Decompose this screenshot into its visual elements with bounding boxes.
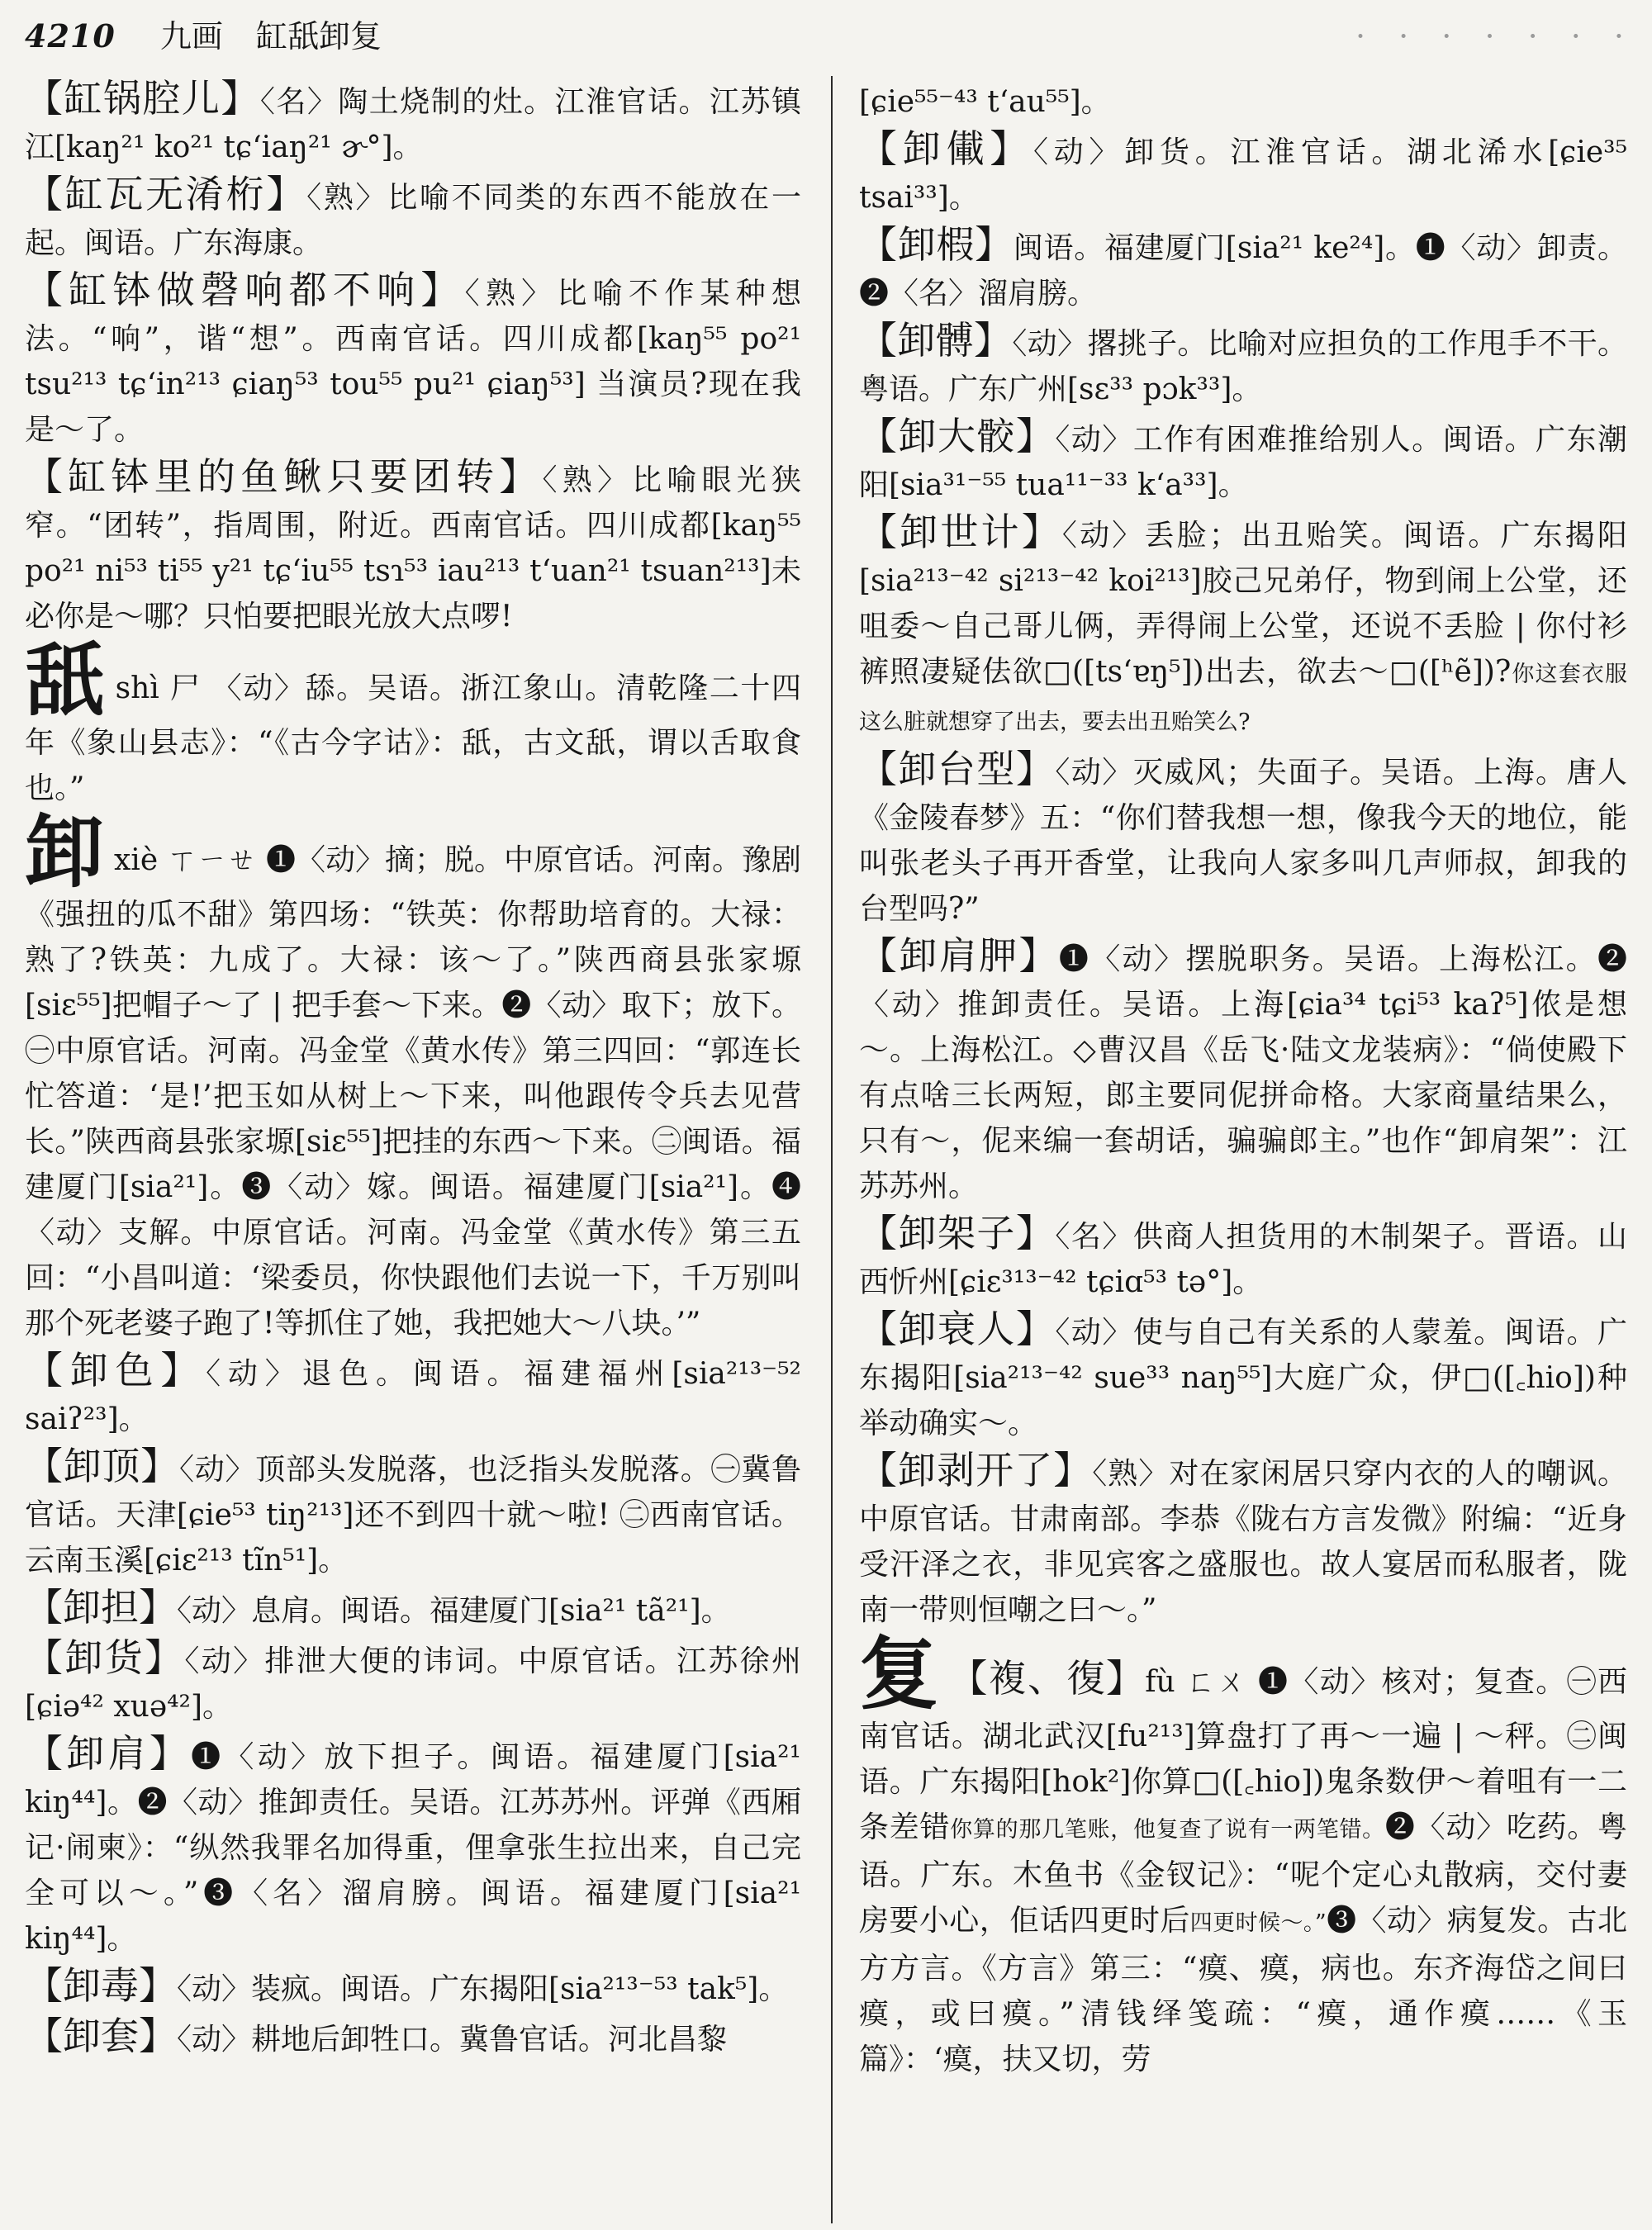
- dictionary-entry: [859, 76, 1627, 125]
- dictionary-entry: [859, 222, 1627, 316]
- entry-headword: 【卸毒】: [25, 1963, 177, 2008]
- dictionary-entry: [859, 1448, 1627, 1633]
- headword-character: 舐: [25, 633, 106, 727]
- header-dots: · · · · · · ·: [1355, 18, 1635, 55]
- entry-note: 你算的那几笔账，他复查了说有一两笔错。: [950, 1817, 1385, 1843]
- entry-text: 〈动〉使与自己有关系的人蒙羞。闽语。广东揭阳[sia²¹³⁻⁴² sue³³ naŋ⁵⁵]大庭广众，伊□([꜀hio])种举动确实～。: [859, 1316, 1627, 1440]
- entry-text: 〈动〉撂挑子。比喻对应担负的工作甩手不干。粤语。广东广州[sɛ³³ pɔk³³]。: [859, 327, 1627, 406]
- entry-text: 〈动〉息肩。闽语。福建厦门[sia²¹ tã²¹]。: [177, 1594, 731, 1628]
- entry-headword: 【缸钵做磬响都不响】: [25, 268, 465, 312]
- column-divider: [831, 76, 833, 2223]
- entry-headword: 【卸世计】: [859, 510, 1062, 554]
- entry-headword: 【卸剥开了】: [859, 1448, 1093, 1492]
- entry-headword: 【卸衰人】: [859, 1307, 1056, 1351]
- dictionary-entry: [25, 1348, 801, 1442]
- header-characters: 缸舐卸复: [255, 18, 382, 55]
- dictionary-entry: [25, 1731, 801, 1962]
- entry-headword: 【卸套】: [25, 2014, 177, 2058]
- dictionary-entry: [25, 805, 801, 1346]
- entry-text: ❸〈动〉病复发。古北方方言。《方言》第三：“瘼、瘼，病也。东齐海岱之间曰瘼，或曰瘼。”清钱绎笺疏：“瘼，通作瘼……《玉篇》：‘瘼，扶又切，劳: [859, 1904, 1627, 2076]
- dictionary-entry: [25, 1444, 801, 1583]
- entry-text: 〈动〉卸货。江淮官话。湖北浠水[ɕie³⁵ tsai³³]。: [859, 135, 1627, 215]
- entry-text: 〈动〉退色。闽语。福建福州[sia²¹³⁻⁵² saiʔ²³]。: [25, 1357, 801, 1436]
- dictionary-entry: [859, 510, 1627, 745]
- dictionary-entry: [859, 318, 1627, 412]
- dictionary-entry: [25, 172, 801, 266]
- headword-character: 复: [859, 1627, 940, 1720]
- entry-headword: 【缸锅腔儿】: [25, 76, 260, 121]
- entry-headword: 【卸顶】: [25, 1444, 179, 1488]
- entry-text: 〈动〉丢脸；出丑贻笑。闽语。广东揭阳[sia²¹³⁻⁴² si²¹³⁻⁴² koi²¹³]胶己兄弟仔，物到闹上公堂，还咀委～自己哥儿俩，弄得闹上公堂，还说不丢脸 | 你付衫裤照凄疑佉欲□([tsʻɐŋ⁵])出去，欲去～□([ʰẽ])?: [859, 519, 1627, 689]
- dictionary-entry: [859, 1307, 1627, 1446]
- dictionary-entry: [25, 454, 801, 639]
- entry-headword: 【卸担】: [25, 1585, 177, 1630]
- entry-headword: 【卸货】: [25, 1635, 185, 1680]
- entry-headword: 【缸钵里的鱼鳅只要团转】: [25, 454, 543, 499]
- entry-text: 〈名〉供商人担货用的木制架子。晋语。山西忻州[ɕiɛ³¹³⁻⁴² tɕiɑ⁵³ tə°]。: [859, 1220, 1627, 1299]
- dictionary-entry: [25, 1585, 801, 1634]
- dictionary-entry: [25, 2014, 801, 2062]
- entry-text: xiè ㄒㄧㄝ ❶〈动〉摘；脱。中原官话。河南。豫剧《强扭的瓜不甜》第四场：“铁英：你帮助培育的。大禄：熟了?铁英：九成了。大禄：该～了。”陕西商县张家塬[siɛ⁵⁵]把帽子～了 | 把手套～下来。❷〈动〉取下；放下。㊀中原官话。河南。冯金堂《黄水传》第三四回：“郭连长忙答道：‘是!’把玉如从树上～下来，叫他跟传令兵去见营长。”陕西商县张家塬[siɛ⁵⁵]把挂的东西～下来。㊁闽语。福建厦门[sia²¹]。❸〈动〉嫁。闽语。福建厦门[sia²¹]。❹〈动〉支解。中原官话。河南。冯金堂《黄水传》第三五回：“小昌叫道：‘梁委员，你快跟他们去说一下，千万别叫那个死老婆子跑了!等抓住了她，我把她大～八块。’”: [25, 843, 801, 1340]
- entry-headword: 【卸大骹】: [859, 414, 1056, 458]
- entry-text: 〈名〉陶土烧制的灶。江淮官话。江苏镇江[kaŋ²¹ ko²¹ tɕʻiaŋ²¹ ɚ°]。: [25, 85, 801, 164]
- dictionary-entry: [25, 1963, 801, 2012]
- dictionary-entry: [25, 1635, 801, 1729]
- entry-headword: 【卸肩胛】: [859, 933, 1059, 978]
- entry-text: 〈动〉排泄大便的讳词。中原官话。江苏徐州[ɕiə⁴² xuə⁴²]。: [25, 1644, 801, 1724]
- dictionary-entry: [25, 76, 801, 170]
- page-number: 4210: [25, 17, 116, 55]
- dictionary-entry: [859, 933, 1627, 1209]
- entry-text: 〈熟〉比喻眼光狭窄。“团转”，指周围，附近。西南官话。四川成都[kaŋ⁵⁵ po²¹ ni⁵³ ti⁵⁵ y²¹ tɕʻiu⁵⁵ tsɿ⁵³ iau²¹³ tʻuan²¹ tsuan²¹³]未必你是～哪？只怕要把眼光放大点啰!: [25, 463, 801, 633]
- section-label: 九画: [159, 18, 223, 55]
- entry-headword: 【卸儎】: [859, 126, 1033, 171]
- page-header: [25, 12, 1635, 61]
- entry-text: fù ㄈㄨ ❶〈动〉核对；复查。㊀西南官话。湖北武汉[fu²¹³]算盘打了再～一遍 | ～秤。㊁闽语。广东揭阳[hok²]你算□([꜀hio])鬼条数伊～着咀有一二条差错: [859, 1665, 1627, 1844]
- dictionary-entry: [25, 268, 801, 453]
- entry-headword: 【卸色】: [25, 1348, 206, 1393]
- dictionary-entry: [859, 126, 1627, 221]
- entry-text: 〈熟〉比喻不同类的东西不能放在一起。闽语。广东海康。: [25, 181, 801, 260]
- entry-text: shì 尸 〈动〉舔。吴语。浙江象山。清乾隆二十四年《象山县志》：“《古今字诂》：舐，古文舐，谓以舌取食也。”: [25, 671, 801, 805]
- entry-text: 〈动〉耕地后卸牲口。冀鲁官话。河北昌黎: [177, 2023, 728, 2057]
- dictionary-entry: [859, 414, 1627, 508]
- entry-text: 〈熟〉比喻不作某种想法。“响”，谐“想”。西南官话。四川成都[kaŋ⁵⁵ po²¹ tsu²¹³ tɕʻin²¹³ ɕiaŋ⁵³ tou⁵⁵ pu²¹ ɕiaŋ⁵³] 当演员?现在我是～了。: [25, 277, 801, 447]
- entry-text: 〈熟〉对在家闲居只穿内衣的人的嘲讽。中原官话。甘肃南部。李恭《陇右方言发微》附编：“近身受汗泽之衣，非见宾客之盛服也。故人宴居而私服者，陇南一带则恒嘲之曰～。”: [859, 1457, 1627, 1627]
- entry-text: [ɕie⁵⁵⁻⁴³ tʻau⁵⁵]。: [859, 85, 1111, 119]
- entry-text: 〈动〉灭威风；失面子。吴语。上海。唐人《金陵春梦》五：“你们替我想一想，像我今天的地位，能叫张老头子再开香堂，让我向人家多叫几声师叔，卸我的台型吗?”: [859, 756, 1627, 926]
- entry-note: 你这套衣服这么脏就想穿了出去，要去出丑贻笑么?: [859, 662, 1627, 735]
- entry-headword: 【卸肩】: [25, 1731, 192, 1776]
- entry-note: 四更时候～。”: [1189, 1910, 1327, 1936]
- entry-headword: 【卸架子】: [859, 1211, 1056, 1255]
- dictionary-entry: [859, 1211, 1627, 1305]
- dictionary-entry: [859, 747, 1627, 932]
- headword-character: 卸: [25, 805, 104, 899]
- entry-text: 〈动〉装疯。闽语。广东揭阳[sia²¹³⁻⁵³ tak⁵]。: [177, 1972, 789, 2006]
- entry-headword: 【複、復】: [949, 1656, 1146, 1701]
- entry-headword: 【缸瓦无淆桁】: [25, 172, 307, 216]
- right-column: [859, 76, 1627, 2223]
- entry-text: ❶〈动〉摆脱职务。吴语。上海松江。❷〈动〉推卸责任。吴语。上海[ɕia³⁴ tɕi⁵³ kaʔ⁵]侬是想～。上海松江。◇曹汉昌《岳飞·陆文龙装病》：“倘使殿下有点啥三长两短，郎主要同伲拼命格。大家商量结果么，只有～，伲来编一套胡话，骗骗郎主。”也作“卸肩架”：江苏苏州。: [859, 942, 1627, 1203]
- left-column: [25, 76, 801, 2223]
- dictionary-entry: [25, 633, 801, 811]
- dictionary-entry: [859, 1627, 1627, 2082]
- entry-headword: 【卸髆】: [859, 318, 1013, 363]
- entry-text: 〈动〉工作有困难推给别人。闽语。广东潮阳[sia³¹⁻⁵⁵ tua¹¹⁻³³ kʻa³³]。: [859, 423, 1627, 502]
- entry-text: 〈动〉顶部头发脱落，也泛指头发脱落。㊀冀鲁官话。天津[ɕie⁵³ tiŋ²¹³]还不到四十就～啦! ㊁西南官话。云南玉溪[ɕiɛ²¹³ tĩn⁵¹]。: [25, 1453, 801, 1578]
- entry-text: ❷〈动〉吃药。粤语。广东。木鱼书《金钗记》：“呢个定心丸散病，交付妻房要小心，佢话四更时后: [859, 1810, 1627, 1938]
- entry-text: 闽语。福建厦门[sia²¹ ke²⁴]。❶〈动〉卸责。❷〈名〉溜肩膀。: [859, 231, 1627, 311]
- entry-headword: 【卸椵】: [859, 222, 1014, 267]
- entry-headword: 【卸台型】: [859, 747, 1056, 791]
- entry-text: ❶〈动〉放下担子。闽语。福建厦门[sia²¹ kiŋ⁴⁴]。❷〈动〉推卸责任。吴语。江苏苏州。评弹《西厢记·闹柬》：“纵然我罪名加得重，俚拿张生拉出来，自己完全可以～。”❸〈名〉溜肩膀。闽语。福建厦门[sia²¹ kiŋ⁴⁴]。: [25, 1740, 801, 1956]
